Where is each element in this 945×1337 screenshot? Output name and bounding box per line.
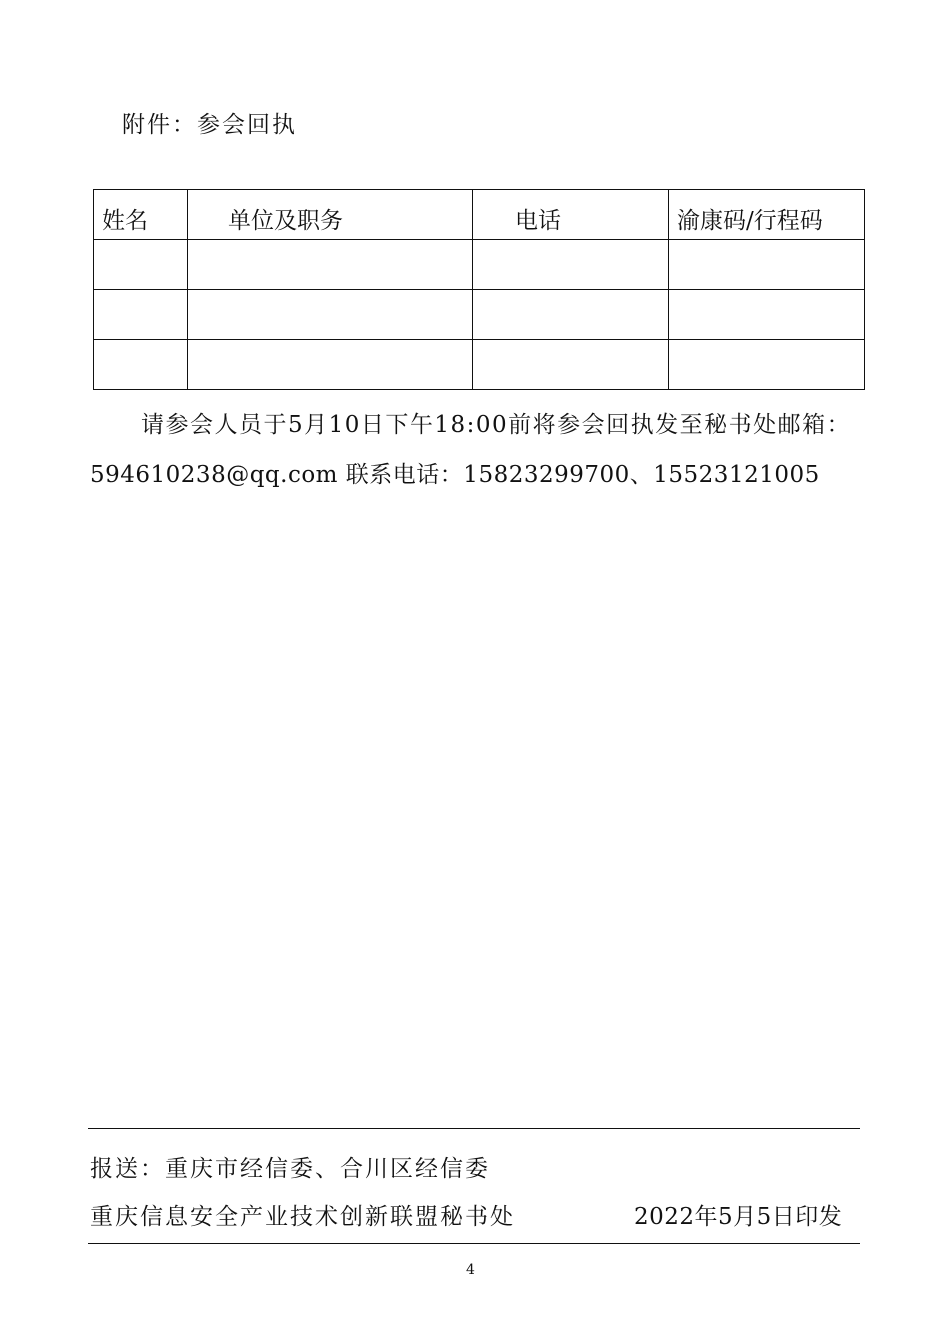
table-cell[interactable] — [669, 240, 865, 290]
table-row — [94, 340, 865, 390]
receipt-table — [93, 189, 865, 390]
table-cell[interactable] — [473, 340, 669, 390]
submission-instruction: 请参会人员于5月10日下午18:00前将参会回执发至秘书处邮箱： — [141, 412, 852, 438]
table-row — [94, 240, 865, 290]
issuing-organization: 重庆信息安全产业技术创新联盟秘书处 — [90, 1204, 515, 1230]
page-number: 4 — [466, 1262, 475, 1278]
table-cell[interactable] — [188, 240, 473, 290]
cc-recipients: 报送：重庆市经信委、合川区经信委 — [90, 1156, 490, 1182]
table-cell[interactable] — [188, 340, 473, 390]
issue-date: 2022年5月5日印发 — [634, 1204, 843, 1230]
table-cell[interactable] — [473, 240, 669, 290]
table-cell[interactable] — [473, 290, 669, 340]
table-cell[interactable] — [94, 340, 188, 390]
header-health-code: 渝康码/行程码 — [669, 190, 865, 240]
contact-info: 594610238@qq.com 联系电话：15823299700、15523121005 — [90, 462, 820, 488]
attachment-label: 附件：参会回执 — [122, 112, 297, 138]
table-row — [94, 290, 865, 340]
header-name: 姓名 — [94, 190, 188, 240]
table-header-row — [94, 190, 865, 240]
table-cell[interactable] — [94, 240, 188, 290]
header-unit-position: 单位及职务 — [188, 190, 473, 240]
table-cell[interactable] — [188, 290, 473, 340]
table-cell[interactable] — [94, 290, 188, 340]
footer-bottom-divider — [88, 1243, 860, 1244]
table-cell[interactable] — [669, 290, 865, 340]
header-phone: 电话 — [473, 190, 669, 240]
footer-top-divider — [88, 1128, 860, 1129]
table-cell[interactable] — [669, 340, 865, 390]
